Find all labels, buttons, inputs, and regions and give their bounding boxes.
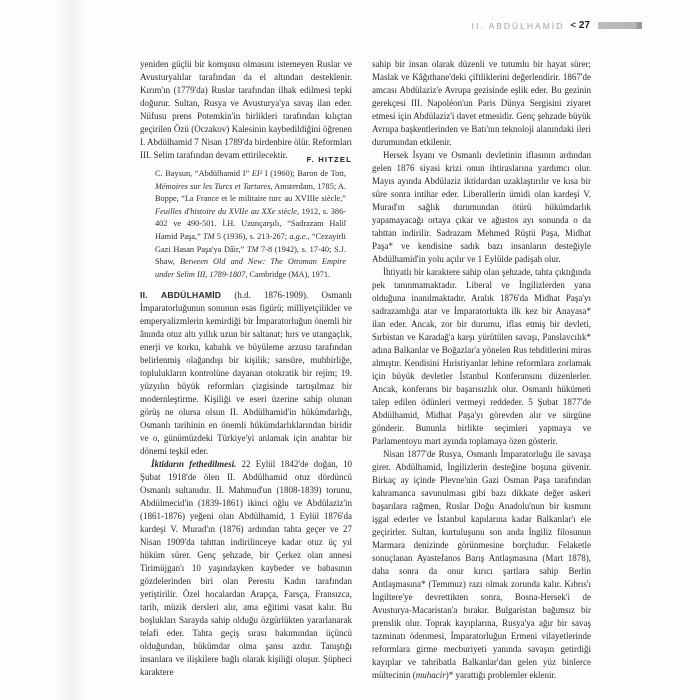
text-segment: C. Baysun, “Abdülhamid I”: [155, 169, 252, 178]
text-segment: I (1960); Baron de Tott,: [262, 169, 346, 178]
text-segment: TM: [246, 244, 259, 254]
header-rule-bar: [598, 22, 642, 29]
paragraph-crisis-1876: [372, 149, 591, 266]
text-segment: 22 Eylül 1842'de doğan, 10 Şubat 1918'de ölen II. Abdülhamid otuz dördüncü Osmanlı sultanıdır. II. Mahmud'un (1808-1839) torunu, Abdülmecid'in (1839-1861) ikinci oğlu ve Abdülaziz'in (1861-1876) yeğeni olan Abdülhamid, 1 Eylül 1876'da kardeşi V. Murad'ın (1876) ardından tahta geçer ve 27 Nisan 1909'da tahttan indirilinceye kadar otuz üç yıl hüküm sürer. Genç şehzade, bir Çerkez olan annesi Tirimüjgan'ı 10 yaşındayken kaybeder ve babasının gözdelerinden biri olan Perestu Kadın tarafından yetiştirilir. Özel hocalardan Arapça, Farsça, Fransızca, tarih, müzik dersleri alır, ama eğitimi vasat kalır. Bu boşlukları Sarayda sahip olduğu özgürlükten yararlanarak telafi eder. Tahta geçiş sırası bakımından üçüncü olduğundan, hükümdar olma şansı azdır. Tanıştığı insanlara ve ilişkilere bağlı olarak kişiliği oluşur. Şüpheci karaktere: [140, 459, 352, 678]
paragraph-constitution: [372, 266, 591, 448]
text-segment: Between Old and New: The Ottoman Empire under Selim III, 1789-1807: [155, 257, 347, 279]
text-segment: , 1912, s. 386-402 ve 490-501. İ.H. Uzunçarşılı, “Sadrazam Halil Hamid Paşa,”: [155, 206, 346, 241]
text-segment: , Cambridge (MA), 1971.: [245, 269, 331, 279]
text-segment: TM: [203, 231, 215, 241]
text-segment: , “Cezayirli Gazi Hasan Paşa'ya Dâir,”: [155, 231, 346, 254]
page-number: 27: [578, 20, 590, 31]
text-segment: Feuilles d'histoire du XVIIe au XXe siècle: [155, 206, 297, 216]
text-segment: a.g.e.: [289, 231, 308, 241]
text-segment: (h.d. 1876-1909). Osmanlı İmparatorluğunun sonunun esas figürü; milliyetçilikler ve emperyalizmlerin kemirdiği bir İmparatorluğun önemli bir ânında otuz altı yıllık uzun bir saltanat; hırs ve utangaçlık, enerji ve korku, kabalık ve büyüleme arzusu tarafından belirlenmiş olağandışı bir kişilik; sansüre, muhbirliğe, toplulukların kontrolüne dayanan otokratik bir rejim; 19. yüzyılın büyük reformları çizgisinde tartışılmaz bir modernleştirme. Kişiliği ve eseri üzerine sahip olunan görüş ne olursa olsun II. Abdülhamid'in hükümdarlığı, Osmanlı tarihinin en önemli hükümdarlıklarından biridir ve o, günümüzdeki Türkiye'yi anlamak için anahtar bir dönemi teşkil eder.: [140, 290, 352, 457]
author-signature: F. HITZEL: [306, 154, 352, 164]
text-segment: İhtiyatlı bir karaktere sahip olan şehzade, tahta çıktığında pek tanınmamaktadır. Liberal ve İngilizlerden yana olduğuna inanılmaktadır. Aralık 1876'da Midhat Paşa'yı sadrazamlığa atar ve İmparatorlukta ilk kez bir Anayasa* ilan eder. Ancak, zor bir durumu, iflas etmiş bir devleti, Sırbistan ve Karadağ'a karşı yürütülen savaşı, Panslavcılık* adına Balkanlar ve Boğazlar'a yönelen Rus tehditlerini miras almıştır. Kendisini Hıristiyanlar lehine reformlara zorlamak için büyük devletler İstanbul Konferansını düzenlerler. Ancak, konferans bir başarısızlık olur. Osmanlı hükümeti talep edilen ödünleri vermeyi reddeder. 5 Şubat 1877'de Abdülhamid, Midhat Paşa'yı görevden alır ve sürgüne gönderir. Bununla birlikte seçimleri yapmaya ve Parlamentoyu mart ayında toplamaya özen gösterir.: [372, 267, 591, 446]
running-title: II. ABDÜLHAMİD: [471, 20, 565, 31]
text-segment: muhacir: [415, 670, 446, 680]
text-segment: 5 (1936), s. 213-267;: [214, 231, 290, 241]
paragraph-war-1877: [372, 448, 591, 682]
text-segment: 7-8 (1942), s. 17-40; S.J. Shaw,: [155, 244, 346, 267]
bibliography-block: [155, 168, 346, 281]
text-segment: Hersek İsyanı ve Osmanlı devletinin iflasının ardından gelen 1876 siyasi krizi onun ihtiraslarına yardımcı olur. Mayıs ayında Abdülaziz iktidardan uzaklaştırılır ve kısa bir süre sonra intihar eder. Liberallerin ümidi olan kardeşi V. Murad'ın sağlık durumundan ötürü hükümdarlık yapamayacağı ortaya çıkar ve ağustos ayı sonunda o da tahttan indirilir. Sadrazam Mehmed Rüştü Paşa, Midhat Paşa* ve kendisine sadık bazı insanların desteğiyle Abdülhamid'in yolu açılır ve 1 Eylülde padişah olur.: [372, 150, 591, 264]
subsection-title: İktidarın fethedilmesi.: [151, 459, 237, 470]
text-segment: )* yarattığı problemler eklenir.: [445, 670, 557, 680]
chevron-left-icon: <: [570, 20, 576, 31]
left-column: [140, 58, 352, 679]
running-header: [340, 20, 642, 31]
entry-lead-paragraph: [140, 289, 352, 458]
paragraph-continuation: [140, 58, 352, 162]
text-segment: sahip bir insan olarak düzenli ve tutumlu bir hayat sürer; Maslak ve Kâğıthane'deki çiftliklerini değerlendirir. 1867'de amcası Abdülaziz'e Avrupa gezisinde eşlik eder. Bu gezinin gerekçesi III. Napoléon'un Paris Dünya Sergisini ziyaret etmesi için Abdülaziz'i davet etmesidir. Genç şehzade büyük Avrupa başkentlerinden ve Batı'nın teknoloji alanındaki ileri durumundan etkilenir.: [372, 59, 591, 147]
text-segment: , Amsterdam, 1785; A. Boppe, “La France et le militaire turc au XVIIIe siècle,”: [155, 181, 346, 204]
paragraph-reign-start: [140, 458, 352, 679]
paragraph-continuation: [372, 58, 591, 149]
text-segment: Nisan 1877'de Rusya, Osmanlı İmparatorluğu ile savaşa girer. Abdülhamid, İngilizlerin desteğine boşuna güvenir. Birkaç ay içinde Plevne'nin Gazi Osman Paşa tarafından kahramanca savunulması gibi bazı dikkate değer askeri başarılara rağmen, Ruslar Doğu Anadolu'nun bir kısmını işgal ederler ve İstanbul kapılarına kadar Balkanlar'ı ele geçirirler. Sultan, kurtuluşunu son anda İngiliz filosunun Marmara denizinde görünmesine borçludur. Felaketle sonuçlanan Ayastefanos Barış Antlaşmasına (Mart 1878), daha sonra da onur kırıcı şartlara sahip Berlin Antlaşmasına* (Temmuz) razı olmak zorunda kalır. Kıbrıs'ı İngiltere'ye devrettikten sonra, Bosna-Hersek'i de Avusturya-Macaristan'a bırakır. Bulgaristan bağımsız bir prenslik olur. Toprak kayıplarına, Rusya'ya ağır bir savaş tazminatı ödenmesi, İmparatorluğun Ermeni vilayetlerinde reformlara girme mecburiyeti yanında savaşın getirdiği kayıplar ve tahribatla Balkanlar'dan gelen yüz binlerce mültecinin (: [372, 449, 591, 680]
text-segment: yeniden güçlü bir komşusu olmasını istemeyen Ruslar ve Avusturyalılar tarafından da el altından desteklenir. Kırım'ın (1779'da) Ruslar tarafından ilhak edilmesi tepki doğurur. Sultan, Rusya ve Avusturya'ya savaş ilan eder. Nüfusu prens Potemkin'in birlikleri tarafından kılıçtan geçirilen Özü (Oczakov) Kalesinin kaybedildiğini öğrenen I. Abdülhamid 7 Nisan 1789'da birdenbire ölür. Reformları III. Selim tarafından devam ettirilecektir.: [140, 59, 352, 160]
right-column: [372, 58, 591, 682]
page-gutter-shadow: [56, 0, 84, 700]
text-segment: Mémoires sur les Turcs et Tartares: [155, 181, 271, 191]
text-segment: EI²: [251, 169, 263, 178]
entry-title: II. ABDÜLHAMİD: [140, 290, 222, 301]
